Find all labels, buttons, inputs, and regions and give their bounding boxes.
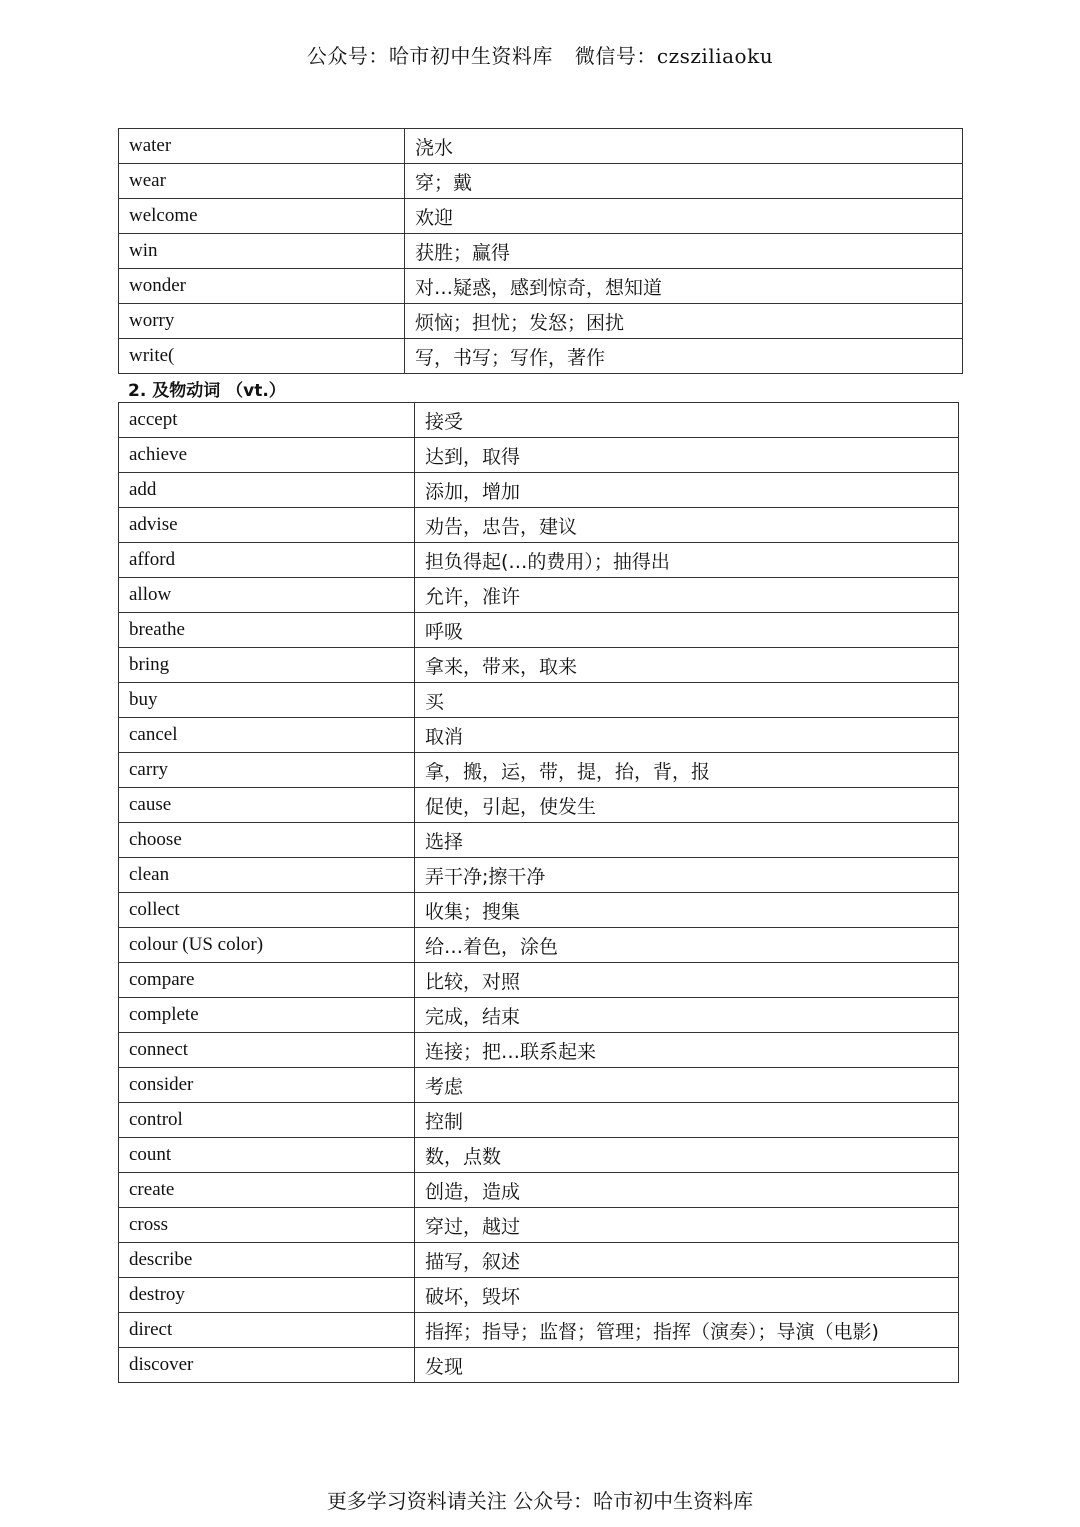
- word-english: cancel: [119, 718, 415, 753]
- word-english: add: [119, 473, 415, 508]
- word-chinese: 给…着色，涂色: [415, 928, 959, 963]
- vocab-table-2: [118, 402, 959, 1383]
- word-english: destroy: [119, 1278, 415, 1313]
- word-english: breathe: [119, 613, 415, 648]
- word-english: control: [119, 1103, 415, 1138]
- table-row: [119, 823, 959, 858]
- table-row: [119, 1208, 959, 1243]
- table-row: [119, 1278, 959, 1313]
- table-row: [119, 1138, 959, 1173]
- table-row: [119, 129, 963, 164]
- word-chinese: 连接；把…联系起来: [415, 1033, 959, 1068]
- word-english: achieve: [119, 438, 415, 473]
- table-row: [119, 718, 959, 753]
- table-row: [119, 928, 959, 963]
- table-row: [119, 1173, 959, 1208]
- word-english: allow: [119, 578, 415, 613]
- word-english: count: [119, 1138, 415, 1173]
- word-english: complete: [119, 998, 415, 1033]
- word-chinese: 欢迎: [405, 199, 963, 234]
- word-chinese: 控制: [415, 1103, 959, 1138]
- word-chinese: 浇水: [405, 129, 963, 164]
- table-row: [119, 648, 959, 683]
- word-english: write(: [119, 339, 405, 374]
- word-chinese: 选择: [415, 823, 959, 858]
- word-chinese: 劝告，忠告，建议: [415, 508, 959, 543]
- table-row: [119, 858, 959, 893]
- word-chinese: 取消: [415, 718, 959, 753]
- table-row: [119, 438, 959, 473]
- word-chinese: 添加，增加: [415, 473, 959, 508]
- word-chinese: 破坏，毁坏: [415, 1278, 959, 1313]
- table-row: [119, 304, 963, 339]
- word-chinese: 达到，取得: [415, 438, 959, 473]
- word-chinese: 允许，准许: [415, 578, 959, 613]
- table-row: [119, 683, 959, 718]
- table-row: [119, 1348, 959, 1383]
- word-chinese: 烦恼；担忧；发怒；困扰: [405, 304, 963, 339]
- word-chinese: 接受: [415, 403, 959, 438]
- word-chinese: 买: [415, 683, 959, 718]
- word-chinese: 拿来，带来，取来: [415, 648, 959, 683]
- word-chinese: 收集；搜集: [415, 893, 959, 928]
- word-english: compare: [119, 963, 415, 998]
- word-english: wonder: [119, 269, 405, 304]
- table-row: [119, 199, 963, 234]
- word-chinese: 指挥；指导；监督；管理；指挥（演奏）；导演（电影): [415, 1313, 959, 1348]
- table-row: [119, 508, 959, 543]
- word-english: collect: [119, 893, 415, 928]
- word-chinese: 穿；戴: [405, 164, 963, 199]
- table-row: [119, 339, 963, 374]
- word-english: discover: [119, 1348, 415, 1383]
- table-row: [119, 234, 963, 269]
- word-english: describe: [119, 1243, 415, 1278]
- table-row: [119, 998, 959, 1033]
- word-chinese: 促使，引起，使发生: [415, 788, 959, 823]
- word-english: choose: [119, 823, 415, 858]
- table-row: [119, 543, 959, 578]
- word-chinese: 比较，对照: [415, 963, 959, 998]
- word-chinese: 描写，叙述: [415, 1243, 959, 1278]
- table-row: [119, 269, 963, 304]
- word-english: buy: [119, 683, 415, 718]
- word-english: welcome: [119, 199, 405, 234]
- word-chinese: 对…疑惑，感到惊奇，想知道: [405, 269, 963, 304]
- table-row: [119, 1243, 959, 1278]
- table-row: [119, 164, 963, 199]
- word-chinese: 穿过，越过: [415, 1208, 959, 1243]
- table-row: [119, 1068, 959, 1103]
- table-row: [119, 753, 959, 788]
- word-english: connect: [119, 1033, 415, 1068]
- word-chinese: 呼吸: [415, 613, 959, 648]
- word-chinese: 发现: [415, 1348, 959, 1383]
- table-row: [119, 403, 959, 438]
- table-row: [119, 578, 959, 613]
- table-row: [119, 788, 959, 823]
- table-row: [119, 1033, 959, 1068]
- word-english: wear: [119, 164, 405, 199]
- header-account-name: 公众号：哈市初中生资料库: [306, 44, 553, 68]
- table-row: [119, 473, 959, 508]
- word-english: cross: [119, 1208, 415, 1243]
- word-chinese: 创造，造成: [415, 1173, 959, 1208]
- table-row: [119, 1103, 959, 1138]
- word-english: water: [119, 129, 405, 164]
- word-english: afford: [119, 543, 415, 578]
- word-chinese: 数，点数: [415, 1138, 959, 1173]
- word-chinese: 弄干净;擦干净: [415, 858, 959, 893]
- page-footer: 更多学习资料请关注 公众号：哈市初中生资料库: [326, 1489, 754, 1513]
- word-chinese: 写，书写；写作，著作: [405, 339, 963, 374]
- vocab-table-1: [118, 128, 963, 374]
- word-chinese: 获胜；赢得: [405, 234, 963, 269]
- word-chinese: 完成，结束: [415, 998, 959, 1033]
- word-english: cause: [119, 788, 415, 823]
- table-row: [119, 963, 959, 998]
- word-english: direct: [119, 1313, 415, 1348]
- word-chinese: 拿，搬，运，带，提，抬，背，报: [415, 753, 959, 788]
- word-english: bring: [119, 648, 415, 683]
- word-english: colour (US color): [119, 928, 415, 963]
- header-wechat-id: 微信号：czsziliaoku: [574, 44, 774, 68]
- word-chinese: 考虑: [415, 1068, 959, 1103]
- word-english: carry: [119, 753, 415, 788]
- table-row: [119, 1313, 959, 1348]
- table-row: [119, 613, 959, 648]
- word-english: worry: [119, 304, 405, 339]
- word-english: accept: [119, 403, 415, 438]
- table-row: [119, 893, 959, 928]
- word-english: advise: [119, 508, 415, 543]
- word-english: create: [119, 1173, 415, 1208]
- word-chinese: 担负得起(…的费用）；抽得出: [415, 543, 959, 578]
- word-english: clean: [119, 858, 415, 893]
- word-english: consider: [119, 1068, 415, 1103]
- section-title-transitive-verbs: 2. 及物动词 （vt.）: [128, 381, 286, 401]
- page-header: [0, 40, 1080, 69]
- word-english: win: [119, 234, 405, 269]
